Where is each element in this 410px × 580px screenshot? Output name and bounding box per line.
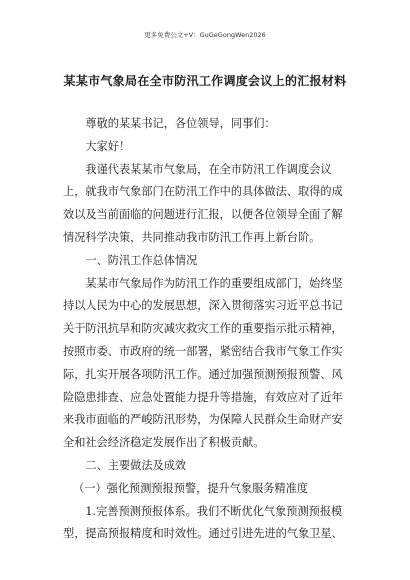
document-title: 某某市气象局在全市防汛工作调度会议上的汇报材料 xyxy=(63,74,347,88)
subsection-heading-1: （一）强化预测预报预警，提升气象服务精准度 xyxy=(73,481,309,495)
document-body xyxy=(63,113,347,546)
greeting: 大家好！ xyxy=(85,139,131,153)
salutation: 尊敬的某某书记，各位领导，同事们： xyxy=(85,117,276,130)
section-heading-1: 一、防汛工作总体情况 xyxy=(85,253,198,267)
section-heading-2: 二、主要做法及成效 xyxy=(85,458,187,472)
item-paragraph-1: 1.完善预测预报体系。我们不断优化气象预测预报模型，提高预报精度和时效性。通过引进先进的气象卫星、 xyxy=(63,504,343,541)
intro-paragraph: 我谨代表某某市气象局，在全市防汛工作调度会议上，就我市气象部门在防汛工作中的具体做法、取得的成效以及当前面临的问题进行汇报，以便各位领导全面了解情况科学决策，共同推动我市防汛工作再上新台阶。 xyxy=(63,162,343,244)
overview-paragraph: 某某市气象局作为防汛工作的重要组成部门，始终坚持以人民为中心的发展思想，深入贯彻落实习近平总书记关于防汛抗旱和防灾减灾救灾工作的重要指示批示精神，按照市委、市政府的统一部署，紧密结合我市气象工作实际，扎实开展各项防汛工作。通过加强预测预报预警、风险隐患排查、应急处置能力提升等措施，有效应对了近年来我市面临的严峻防汛形势，为保障人民群众生命财产安全和社会经济稳定发展作出了积极贡献。 xyxy=(63,276,343,450)
header-note: 更多免费公文+V：GuGeGongWen2026 xyxy=(144,31,266,39)
